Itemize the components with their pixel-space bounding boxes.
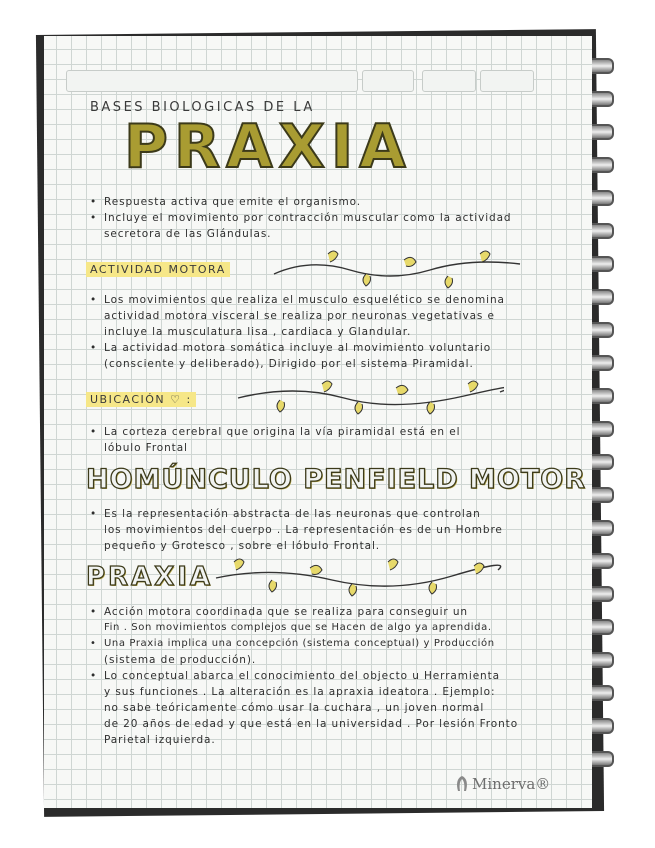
text-line: (sistema de producción). xyxy=(104,654,257,666)
bullet-line: • Incluye el movimiento por contracción muscular como la actividad xyxy=(90,212,512,224)
bullet-line: • Los movimientos que realiza el musculo esquelético se denomina xyxy=(90,294,505,306)
text-line: actividad motora visceral se realiza por neuronas vegetativas e xyxy=(104,310,495,322)
header-field xyxy=(66,70,358,92)
text-line: los movimientos del cuerpo . La representación es de un Hombre xyxy=(104,524,503,536)
bullet-line: • Es la representación abstracta de las neuronas que controlan xyxy=(90,508,481,520)
bullet-line: • Acción motora coordinada que se realiza para conseguir un xyxy=(90,606,468,618)
section-heading-praxia: PRAXIA xyxy=(86,562,214,592)
text-line: lóbulo Frontal xyxy=(104,442,188,454)
text-line: (consciente y deliberado), Dirigido por el sistema Piramidal. xyxy=(104,358,474,370)
text-line: no sabe teóricamente cómo usar la cuchara , un joven normal xyxy=(104,702,485,714)
text-line: pequeño y Grotesco , sobre el lóbulo Frontal. xyxy=(104,540,381,552)
section-heading-ubicacion: UBICACIÓN ♡ : xyxy=(86,392,196,407)
text-line: y sus funciones . La alteración es la apraxia ideatora . Ejemplo: xyxy=(104,686,496,698)
bullet-line: • Lo conceptual abarca el conocimiento del objecto u Herramienta xyxy=(90,670,500,682)
vine-decoration xyxy=(270,244,530,290)
text-line: incluye la musculatura lisa , cardiaca y Glandular. xyxy=(104,326,412,338)
header-field xyxy=(480,70,534,92)
text-line: Fin . Son movimientos complejos que se Hacen de algo ya aprendida. xyxy=(104,622,492,633)
page-title: PRAXIA xyxy=(124,112,412,182)
bullet-line: • Una Praxia implica una concepción (sistema conceptual) y Producción xyxy=(90,638,495,649)
section-heading-homunculo: HOMÚNCULO PENFIELD MOTOR xyxy=(86,464,587,495)
subtitle: BASES BIOLOGICAS DE LA xyxy=(90,100,315,115)
notebook-page xyxy=(44,36,592,808)
text-line: de 20 años de edad y que está en la universidad . Por lesión Fronto xyxy=(104,718,519,730)
minerva-logo-icon xyxy=(454,775,470,793)
section-heading-actividad: ACTIVIDAD MOTORA xyxy=(86,262,230,277)
vine-decoration xyxy=(212,556,502,602)
bullet-line: secretora de las Glándulas. xyxy=(104,228,272,240)
brand-logo: Minerva® xyxy=(472,775,551,793)
header-field xyxy=(362,70,414,92)
vine-decoration xyxy=(234,376,504,422)
bullet-line: • La actividad motora somática incluye al movimiento voluntario xyxy=(90,342,492,354)
bullet-line: • La corteza cerebral que origina la vía piramidal está en el xyxy=(90,426,461,438)
bullet-line: • Respuesta activa que emite el organismo. xyxy=(90,196,361,208)
text-line: Parietal izquierda. xyxy=(104,734,216,746)
header-field xyxy=(422,70,476,92)
